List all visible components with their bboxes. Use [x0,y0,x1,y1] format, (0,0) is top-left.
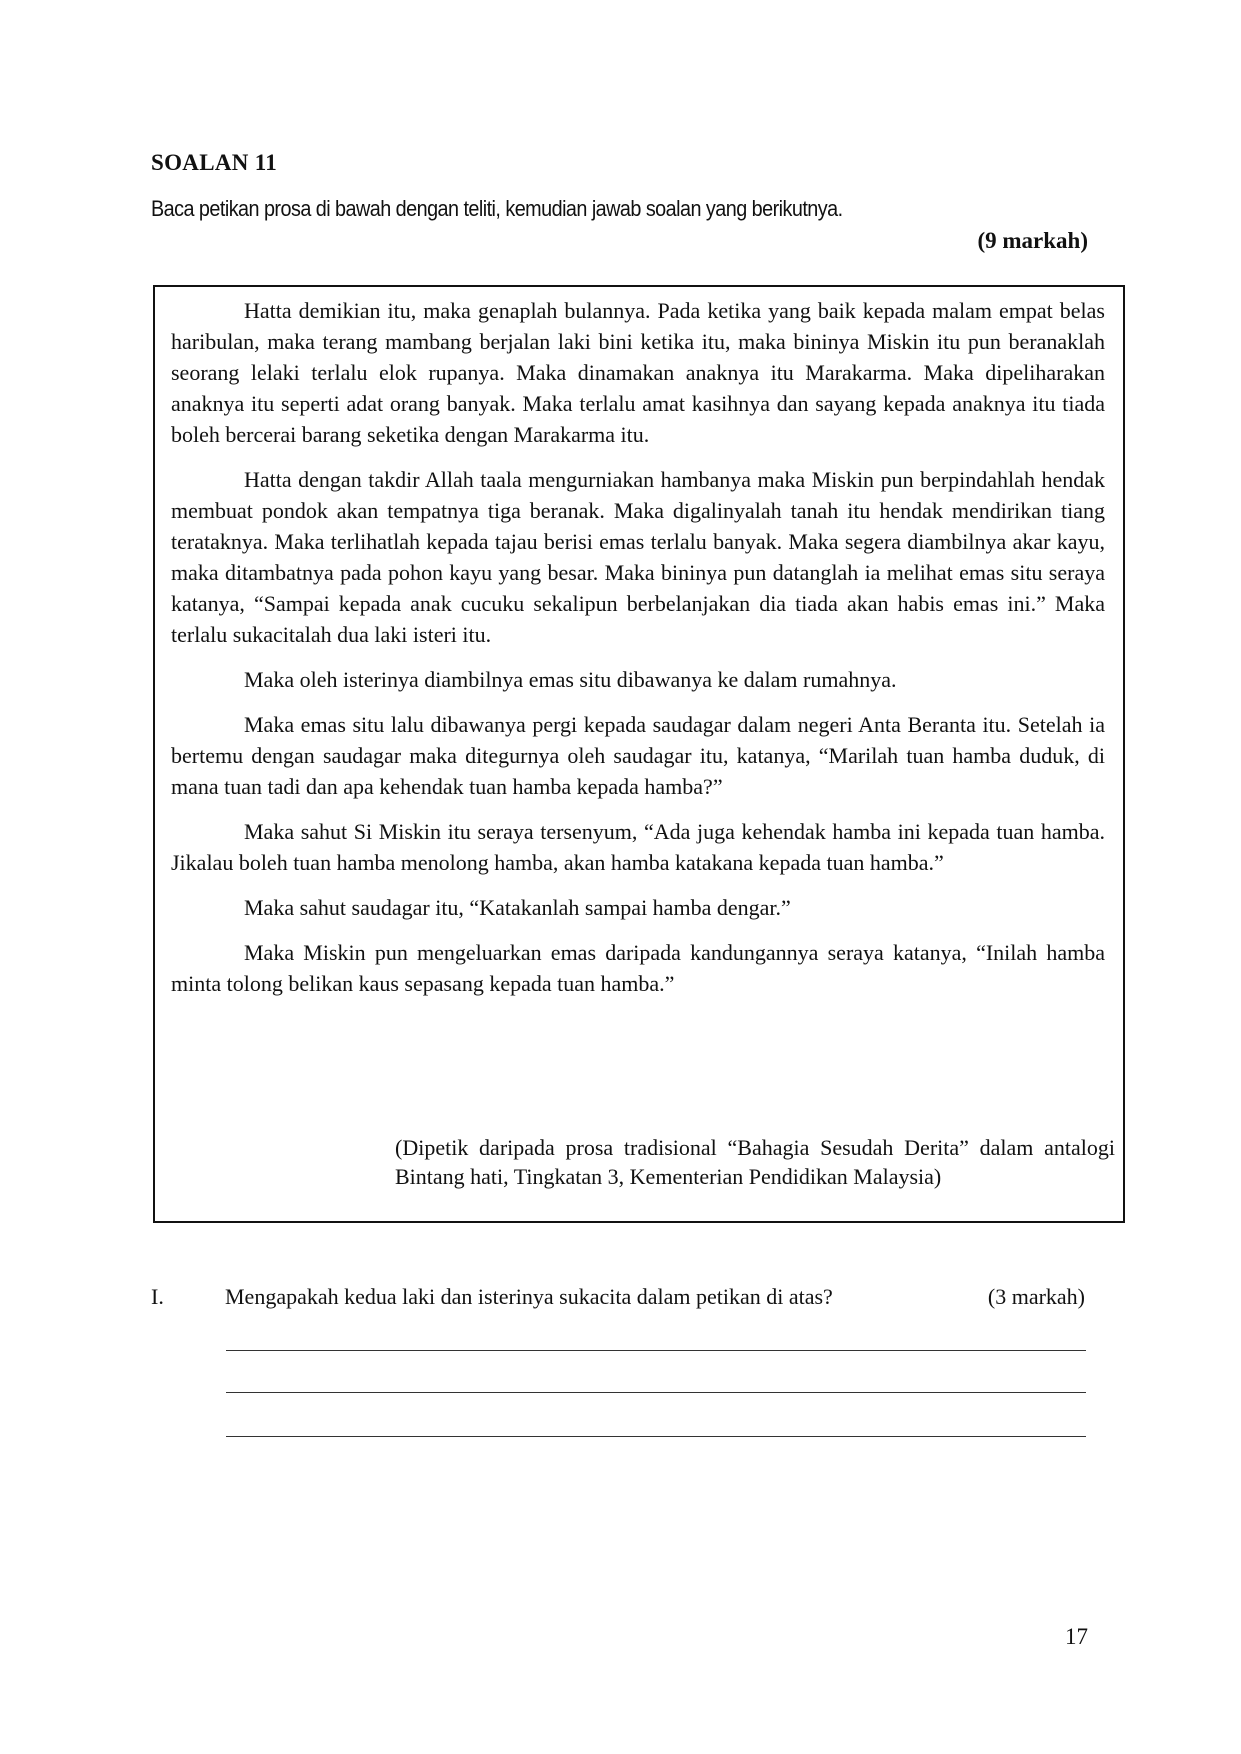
instruction-text: Baca petikan prosa di bawah dengan teliti, kemudian jawab soalan yang berikutnya. [151,196,843,221]
page-number: 17 [1065,1624,1088,1649]
passage-paragraph-4: Maka emas situ lalu dibawanya pergi kepada saudagar dalam negeri Anta Beranta itu. Setelah ia bertemu dengan saudagar maka ditegurnya oleh saudagar itu, katanya, “Marilah tuan hamba duduk, di mana tuan tadi dan apa kehendak tuan hamba kepada hamba?” [171,712,1105,799]
answer-line-2[interactable] [226,1392,1086,1393]
question-text: Mengapakah kedua laki dan isterinya sukacita dalam petikan di atas? [225,1284,833,1309]
passage-paragraph-3: Maka oleh isterinya diambilnya emas situ dibawanya ke dalam rumahnya. [244,667,897,692]
answer-line-1[interactable] [226,1350,1086,1351]
question-number: I. [151,1284,164,1309]
passage-paragraph-5: Maka sahut Si Miskin itu seraya tersenyum, “Ada juga kehendak hamba ini kepada tuan hamba. Jikalau boleh tuan hamba menolong hamba, akan hamba katakana kepada tuan hamba.” [171,819,1105,875]
passage-paragraph-2: Hatta dengan takdir Allah taala mengurniakan hambanya maka Miskin pun berpindahlah hendak membuat pondok akan tempatnya tiga beranak. Maka digalinyalah tanah itu hendak mendirikan tiang terataknya. Maka terlihatlah kepada tajau berisi emas terlalu banyak. Maka segera diambilnya akar kayu, maka ditambatnya pada pohon kayu yang besar. Maka bininya pun datanglah ia melihat emas situ seraya katanya, “Sampai kepada anak cucuku sekalipun berbelanjakan dia tiada akan habis emas ini.” Maka terlalu sukacitalah dua laki isteri itu. [171,467,1105,647]
total-marks: (9 markah) [977,228,1088,253]
passage-source-citation: (Dipetik daripada prosa tradisional “Bahagia Sesudah Derita” dalam antalogi Bintang hati, Tingkatan 3, Kementerian Pendidikan Malaysia) [395,1135,1115,1189]
passage-box [153,285,1125,1223]
question-heading: SOALAN 11 [151,150,278,175]
question-item [151,1284,1091,1318]
passage-paragraph-6: Maka sahut saudagar itu, “Katakanlah sampai hamba dengar.” [244,895,791,920]
question-marks: (3 markah) [987,1284,1085,1309]
passage-paragraph-1: Hatta demikian itu, maka genaplah bulannya. Pada ketika yang baik kepada malam empat belas haribulan, maka terang mambang berjalan laki bini ketika itu, maka bininya Miskin itu pun beranaklah seorang lelaki terlalu elok rupanya. Maka dinamakan anaknya itu Marakarma. Maka dipeliharakan anaknya itu seperti adat orang banyak. Maka terlalu amat kasihnya dan sayang kepada anaknya itu tiada boleh bercerai barang seketika dengan Marakarma itu. [171,298,1105,447]
passage-paragraph-7: Maka Miskin pun mengeluarkan emas daripada kandungannya seraya katanya, “Inilah hamba minta tolong belikan kaus sepasang kepada tuan hamba.” [171,940,1105,996]
answer-line-3[interactable] [226,1436,1086,1437]
